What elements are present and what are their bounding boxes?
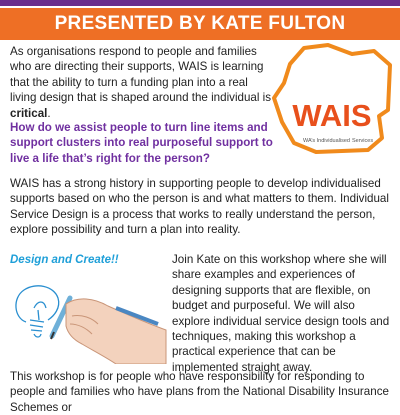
lightbulb-sketch-illustration xyxy=(8,264,170,364)
intro-paragraph xyxy=(10,44,272,121)
top-accent-strip xyxy=(0,0,400,6)
history-paragraph: WAIS has a strong history in supporting people to develop individualised supports based on who the person is and what matters to them. Individual Service Design is a process that works to really understand the person, explore possibility and turn a plan into reality. xyxy=(10,177,389,237)
intro-end: . xyxy=(47,106,51,120)
logo-tagline-right: Services xyxy=(352,138,374,144)
wais-logo xyxy=(270,42,394,164)
lightbulb-icon xyxy=(16,286,59,337)
key-question: How do we assist people to turn line items and support clusters into real purposeful support to live a life that’s right for the person? xyxy=(10,121,273,165)
presenter-banner: PRESENTED BY KATE FULTON xyxy=(0,8,400,40)
intro-text: As organisations respond to people and families who are directing their supports, WAIS is learning that the ability to turn a funding plan into a real living design that is shaped around the individual is xyxy=(10,45,272,105)
logo-tagline-left: WA’s Individualised xyxy=(303,138,350,144)
audience-paragraph: This workshop is for people who have responsibility for responding to people and families who have plans from the National Disability Insurance Schemes or xyxy=(10,370,389,414)
logo-wordmark: WAIS xyxy=(292,98,372,133)
hand-with-pen-icon xyxy=(51,298,166,364)
design-and-create-title: Design and Create!! xyxy=(10,254,119,266)
intro-emphasis: critical xyxy=(10,106,48,120)
workshop-paragraph: Join Kate on this workshop where she will share examples and experiences of designing supports that are flexible, on budget and purposeful. We will also explore individual service design tools and techniques, making this workshop a practical experience that can be implemented straight away. xyxy=(172,253,390,374)
